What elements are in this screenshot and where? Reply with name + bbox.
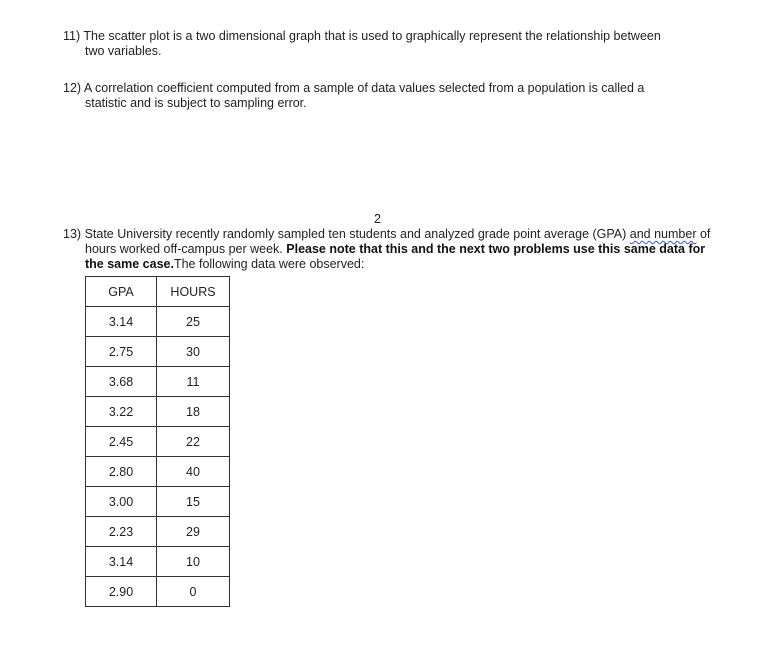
table-row (86, 337, 230, 367)
table-cell-gpa: 2.80 (86, 457, 157, 487)
question-13-line1 (63, 227, 753, 242)
question-13-bold-note: Please note that this and the next two problems use this same data for (286, 242, 706, 256)
table-row (86, 367, 230, 397)
table-cell-gpa: 3.68 (86, 367, 157, 397)
question-13-text-line3: The following data were observed: (173, 257, 365, 271)
table-cell-hours: 30 (157, 337, 230, 367)
table-row (86, 307, 230, 337)
table-row (86, 487, 230, 517)
question-12-text-line1: A correlation coefficient computed from a sample of data values selected from a population is called a (83, 81, 645, 95)
question-11-text-line1: The scatter plot is a two dimensional graph that is used to graphically represent the relationship between (83, 29, 661, 43)
question-11-text-line2: two variables. (85, 44, 162, 58)
question-13-bold-note-end: the same case. (85, 257, 174, 271)
table-header-row (86, 277, 230, 307)
table-row (86, 427, 230, 457)
question-13-text-line1-end: of (699, 227, 711, 241)
question-11 (63, 29, 723, 59)
table-cell-hours: 29 (157, 517, 230, 547)
question-11-number: 11) (63, 29, 81, 43)
table-row (86, 457, 230, 487)
question-13-line3 (63, 257, 753, 272)
table-cell-hours: 40 (157, 457, 230, 487)
question-13-number: 13) (63, 227, 82, 241)
table-cell-hours: 18 (157, 397, 230, 427)
table-header-hours: HOURS (157, 277, 230, 307)
gpa-hours-table (85, 276, 230, 607)
table-row (86, 547, 230, 577)
question-12 (63, 81, 723, 111)
table-cell-gpa: 3.14 (86, 547, 157, 577)
table-cell-gpa: 3.00 (86, 487, 157, 517)
table-cell-gpa: 2.75 (86, 337, 157, 367)
question-13-line2 (63, 242, 753, 257)
table-cell-gpa: 2.45 (86, 427, 157, 457)
spellcheck-underlined-text: and number (629, 227, 697, 241)
table-cell-hours: 25 (157, 307, 230, 337)
table-cell-gpa: 3.14 (86, 307, 157, 337)
table-row (86, 577, 230, 607)
question-12-text-line2: statistic and is subject to sampling error. (85, 96, 307, 110)
table-cell-hours: 15 (157, 487, 230, 517)
question-12-number: 12) (63, 81, 82, 95)
table-cell-hours: 11 (157, 367, 230, 397)
table-cell-gpa: 2.90 (86, 577, 157, 607)
table-cell-hours: 22 (157, 427, 230, 457)
table-cell-hours: 10 (157, 547, 230, 577)
table-cell-gpa: 2.23 (86, 517, 157, 547)
question-13 (63, 227, 753, 272)
table-row (86, 397, 230, 427)
question-13-text-line1: State University recently randomly sampled ten students and analyzed grade point average (GPA) (84, 227, 627, 241)
page-number: 2 (374, 212, 381, 226)
table-row (86, 517, 230, 547)
table-header-gpa: GPA (86, 277, 157, 307)
question-13-text-line2: hours worked off-campus per week. (85, 242, 283, 256)
table-cell-gpa: 3.22 (86, 397, 157, 427)
table-cell-hours: 0 (157, 577, 230, 607)
